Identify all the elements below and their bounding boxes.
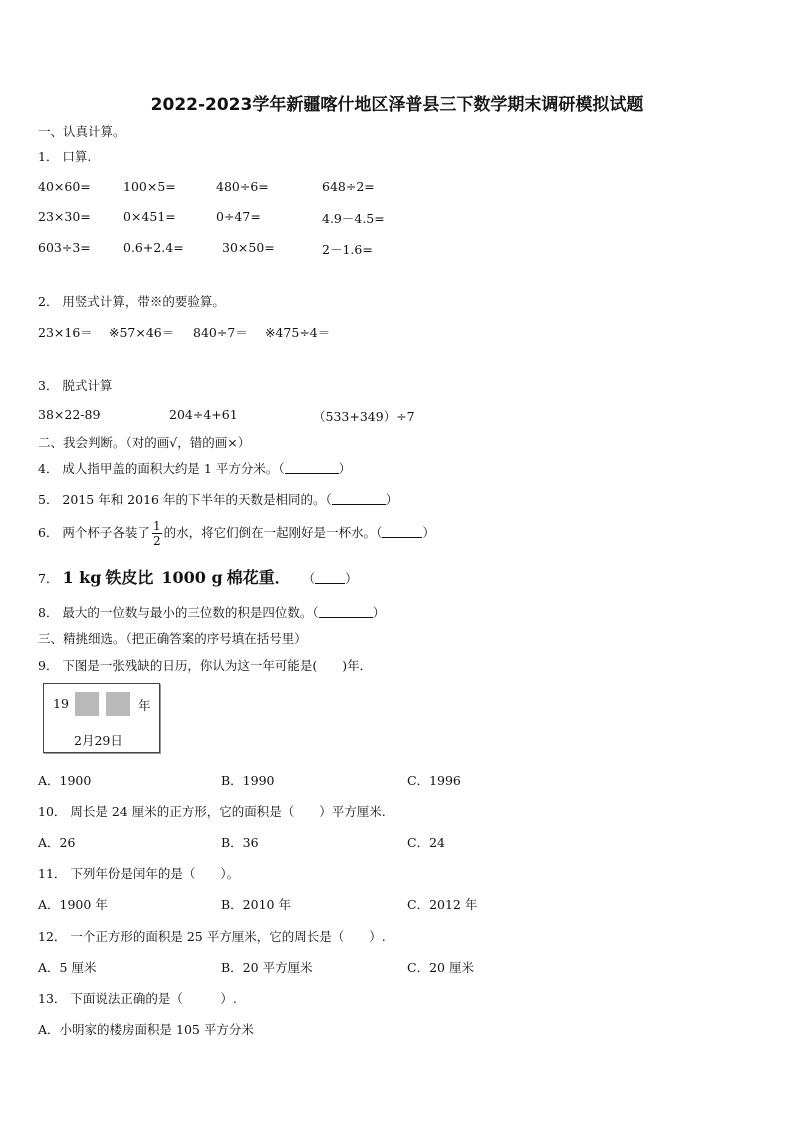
q12-text: 12． 一个正方形的面积是 25 平方厘米，它的周长是（ ）. [38,929,386,944]
q8-close: ） [372,605,386,620]
calendar-year-suffix: 年 [138,698,151,713]
q7-part-c: 1000 g [161,568,223,587]
q5-text: 5． 2015 年和 2016 年的下半年的天数是相同的。（ [38,492,332,507]
q3-label: 3． 脱式计算 [38,378,113,393]
page-title: 2022-2023学年新疆喀什地区泽普县三下数学期末调研模拟试题 [150,95,644,115]
q7 [38,565,358,588]
q13-text: 13． 下面说法正确的是（ ）. [38,991,237,1006]
section-3-heading: 三、精挑细选。（把正确答案的序号填在括号里） [38,631,307,646]
q12-option-b[interactable]: B．20 平方厘米 [221,960,313,975]
q1-r2-c3: 0÷47= [216,209,261,224]
q11-text: 11． 下列年份是闰年的是（ ）。 [38,866,240,881]
section-2-heading: 二、我会判断。（对的画√，错的画×） [38,435,251,450]
q6-text-before: 6． 两个杯子各装了 [38,525,150,540]
calendar-date: 2月29日 [74,733,123,748]
q10-option-b[interactable]: B．36 [221,835,259,850]
calendar-figure [43,683,160,753]
q1-r1-c3: 480÷6= [216,179,269,194]
q1-r3-c4: 2－1.6= [322,242,373,257]
q11-option-b[interactable]: B．2010 年 [221,897,291,912]
q11-option-c[interactable]: C．2012 年 [407,897,478,912]
q1-r3-c1: 603÷3= [38,240,91,255]
q9-option-c[interactable]: C．1996 [407,773,461,788]
q1-label: 1． 口算. [38,149,92,164]
q3-item-3: （533+349）÷7 [313,409,415,424]
q7-part-d: 棉花重． [226,568,291,587]
q7-answer-blank[interactable] [315,571,345,584]
q10-option-c[interactable]: C．24 [407,835,445,850]
q6-fraction-numerator: 1 [152,519,161,533]
q6 [38,520,435,547]
q4-text: 4． 成人指甲盖的面积大约是 1 平方分米。（ [38,461,285,476]
q1-r2-c4: 4.9－4.5= [322,211,385,226]
q2-item-4: ※475÷4＝ [265,325,331,340]
q2-label: 2． 用竖式计算，带※的要验算。 [38,294,225,309]
q8-text: 8． 最大的一位数与最小的三位数的积是四位数。（ [38,605,319,620]
q7-part-a: 1 kg [62,568,102,587]
q8-answer-blank[interactable] [319,605,373,618]
q9-text: 9． 下图是一张残缺的日历，你认为这一年可能是( )年． [38,658,373,673]
q6-text-after: 的水，将它们倒在一起刚好是一杯水。（ [163,525,383,540]
q3-item-1: 38×22-89 [38,407,101,422]
q5 [38,490,398,508]
q8 [38,603,385,621]
q4-answer-blank[interactable] [285,461,339,474]
q1-r3-c3: 30×50= [222,240,275,255]
q1-r1-c4: 648÷2= [322,179,375,194]
calendar-missing-digit-2 [106,692,130,716]
q6-fraction [152,520,162,547]
q7-part-b: 铁皮比 [105,568,154,587]
q3-item-2: 204÷4+61 [169,407,238,422]
q5-close: ） [385,492,399,507]
q5-answer-blank[interactable] [332,492,386,505]
q7-open: （ [302,571,316,586]
q2-item-1: 23×16＝ [38,325,93,340]
q4 [38,459,351,477]
q7-number: 7． [38,571,59,586]
q9-option-a[interactable]: A．1900 [38,773,92,788]
q6-close: ） [422,525,435,540]
calendar-missing-digit-1 [75,692,99,716]
q1-r2-c1: 23×30= [38,209,91,224]
q9-option-b[interactable]: B．1990 [221,773,275,788]
q1-r3-c2: 0.6+2.4= [123,240,184,255]
q7-close: ） [345,571,358,586]
q2-item-2: ※57×46＝ [109,325,175,340]
q12-option-c[interactable]: C．20 厘米 [407,960,474,975]
q4-close: ） [338,461,352,476]
q1-r1-c2: 100×5= [123,179,176,194]
q13-option-a[interactable]: A．小明家的楼房面积是 105 平方分米 [38,1022,254,1037]
calendar-year-prefix: 19 [53,696,69,711]
q12-option-a[interactable]: A．5 厘米 [38,960,97,975]
q11-option-a[interactable]: A．1900 年 [38,897,108,912]
q1-r2-c2: 0×451= [123,209,176,224]
q10-text: 10． 周长是 24 厘米的正方形，它的面积是（ ）平方厘米. [38,804,386,819]
q6-fraction-denominator: 2 [152,534,161,548]
q10-option-a[interactable]: A．26 [38,835,76,850]
q2-item-3: 840÷7＝ [193,325,248,340]
q1-r1-c1: 40×60= [38,179,91,194]
q6-answer-blank[interactable] [382,525,422,538]
section-1-heading: 一、认真计算。 [38,124,126,139]
